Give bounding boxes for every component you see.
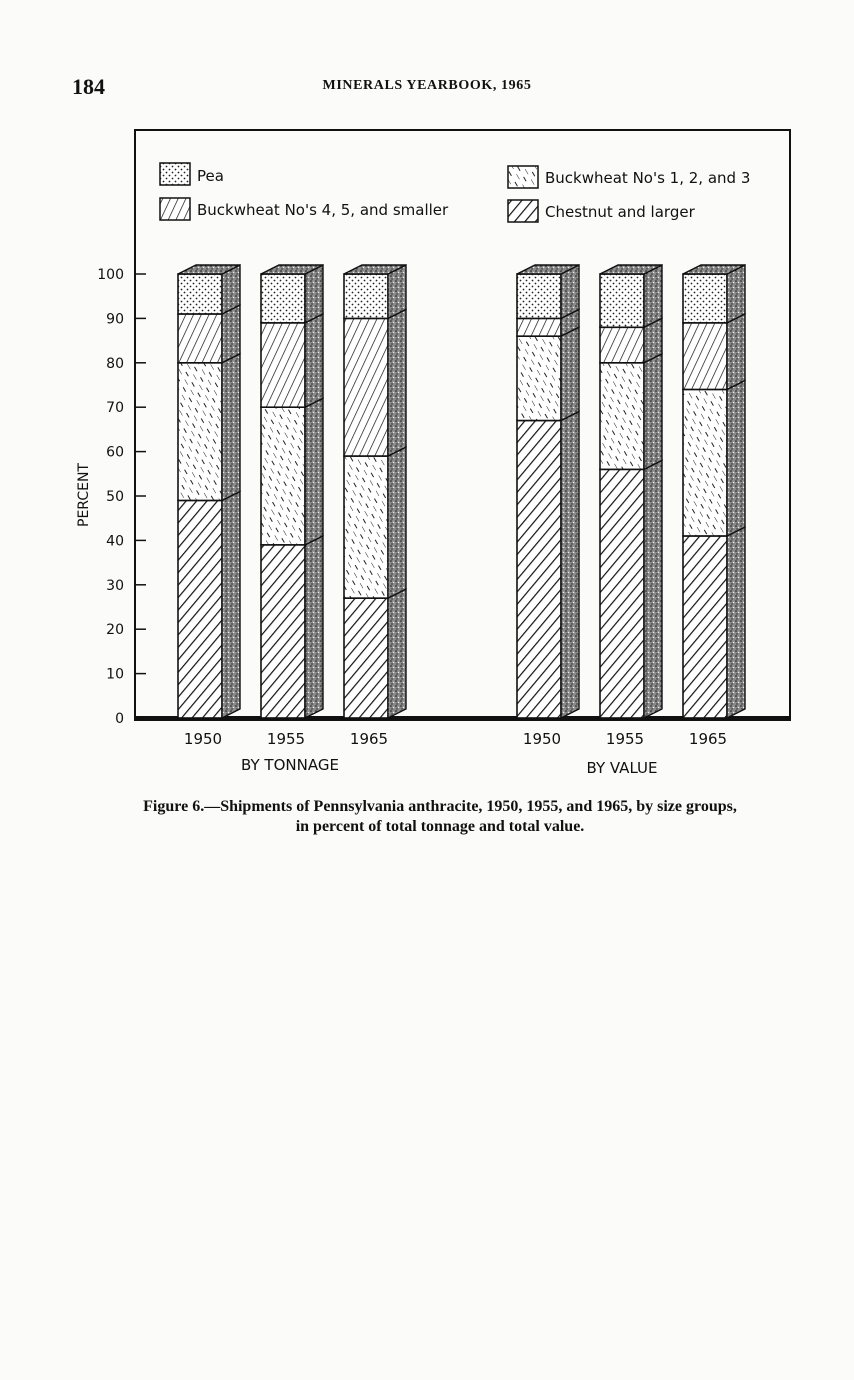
bar-side-segment — [388, 447, 406, 598]
bar-side-segment — [727, 380, 745, 536]
bar-by-value-1965 — [683, 265, 745, 718]
bar-segment-buckwheat45 — [261, 323, 305, 407]
bar-by-tonnage-1950 — [178, 265, 240, 718]
bar-segment-pea — [600, 274, 644, 327]
bar-side-segment — [222, 354, 240, 501]
y-tick-label: 30 — [106, 577, 124, 594]
y-tick-label: 80 — [106, 355, 124, 372]
bar-side-segment — [305, 265, 323, 323]
bar-segment-pea — [683, 274, 727, 323]
caption-line-2: in percent of total tonnage and total value. — [295, 818, 585, 835]
bar-segment-pea — [344, 274, 388, 318]
bar-by-tonnage-1965 — [344, 265, 406, 718]
bar-segment-chestnut — [683, 536, 727, 718]
bar-side-segment — [561, 327, 579, 420]
bar-side-segment — [388, 589, 406, 718]
x-tick-label: 1965 — [688, 730, 728, 748]
legend-swatch-pea — [160, 163, 190, 185]
bar-segment-chestnut — [344, 598, 388, 718]
bar-segment-buckwheat45 — [683, 323, 727, 390]
legend-label-buckwheat123: Buckwheat No's 1, 2, and 3 — [545, 169, 751, 187]
bar-side-segment — [561, 412, 579, 718]
bar-side-segment — [305, 314, 323, 407]
y-tick-label: 0 — [115, 711, 124, 727]
bar-side-segment — [644, 460, 662, 718]
legend-swatch-chestnut — [508, 200, 538, 222]
legend-label-pea: Pea — [197, 167, 224, 185]
group-label-tonnage: BY TONNAGE — [241, 756, 339, 774]
bar-segment-buckwheat45 — [517, 318, 561, 336]
bar-segment-chestnut — [178, 500, 222, 718]
legend-item-buckwheat123 — [508, 166, 750, 188]
bar-segment-buckwheat123 — [178, 363, 222, 501]
bar-side-segment — [644, 354, 662, 470]
x-tick-label: 1965 — [349, 730, 389, 748]
bar-side-segment — [222, 491, 240, 718]
y-tick-label: 100 — [97, 267, 124, 283]
x-tick-label: 1955 — [266, 730, 306, 748]
bar-side-segment — [305, 536, 323, 718]
bar-by-value-1950 — [517, 265, 579, 718]
x-tick-label: 1955 — [605, 730, 645, 748]
bar-segment-buckwheat45 — [344, 318, 388, 456]
y-tick-label: 70 — [106, 400, 124, 417]
legend-item-chestnut — [508, 200, 696, 222]
bar-segment-buckwheat123 — [683, 389, 727, 536]
stacked-bar-chart — [0, 120, 854, 780]
y-axis-label: PERCENT — [76, 463, 92, 527]
bar-segment-pea — [261, 274, 305, 323]
legend-label-chestnut: Chestnut and larger — [545, 203, 695, 221]
y-tick-label: 40 — [106, 533, 124, 550]
legend-label-buckwheat45: Buckwheat No's 4, 5, and smaller — [197, 201, 449, 219]
bar-segment-buckwheat123 — [600, 363, 644, 470]
bar-segment-pea — [178, 274, 222, 314]
running-head: MINERALS YEARBOOK, 1965 — [322, 78, 532, 93]
legend — [160, 163, 750, 222]
bar-segment-pea — [517, 274, 561, 318]
legend-item-buckwheat45 — [160, 198, 449, 220]
legend-swatch-buckwheat123 — [508, 166, 538, 188]
x-tick-label: 1950 — [183, 730, 223, 748]
caption-line-1: Figure 6.—Shipments of Pennsylvania anthracite, 1950, 1955, and 1965, by size groups, — [143, 798, 737, 815]
bar-side-segment — [222, 305, 240, 363]
page-header — [0, 74, 854, 104]
bar-segment-buckwheat123 — [344, 456, 388, 598]
bar-side-segment — [644, 265, 662, 327]
bar-side-segment — [727, 527, 745, 718]
bar-side-segment — [727, 314, 745, 390]
y-tick-label: 20 — [106, 622, 124, 639]
bars-layer — [178, 265, 745, 748]
bar-segment-chestnut — [600, 469, 644, 718]
bar-by-tonnage-1955 — [261, 265, 323, 718]
bar-side-segment — [727, 265, 745, 323]
group-label-value: BY VALUE — [586, 759, 658, 777]
legend-swatch-buckwheat45 — [160, 198, 190, 220]
figure-caption — [100, 797, 780, 837]
y-tick-label: 60 — [106, 444, 124, 461]
y-axis — [97, 267, 146, 727]
y-tick-label: 10 — [106, 666, 124, 683]
x-tick-label: 1950 — [522, 730, 562, 748]
bar-segment-chestnut — [261, 545, 305, 718]
y-tick-label: 50 — [106, 489, 124, 505]
bar-side-segment — [305, 398, 323, 545]
bar-segment-buckwheat45 — [600, 327, 644, 363]
bar-segment-chestnut — [517, 421, 561, 718]
bar-segment-buckwheat123 — [517, 336, 561, 420]
bar-segment-buckwheat45 — [178, 314, 222, 363]
bar-segment-buckwheat123 — [261, 407, 305, 545]
y-tick-label: 90 — [106, 311, 124, 328]
legend-item-pea — [160, 163, 224, 185]
bar-by-value-1955 — [600, 265, 662, 718]
page-number: 184 — [72, 74, 105, 99]
bar-side-segment — [388, 309, 406, 456]
